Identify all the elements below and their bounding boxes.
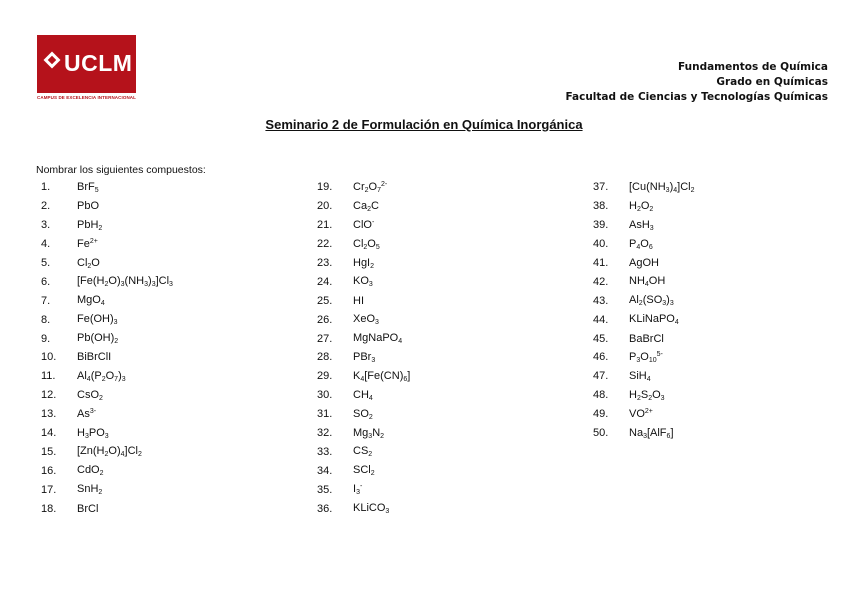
- compound-formula: $K_4[Fe(CN)_6]$: [353, 369, 411, 383]
- compound-number: 44.: [593, 313, 609, 326]
- compound-item: [588, 235, 695, 254]
- compound-formula: $Mg_3N_2$: [353, 426, 385, 440]
- compound-number: 28.: [317, 351, 333, 364]
- compound-formula: $Ca_2C$: [353, 199, 379, 213]
- compound-formula: PbO: [77, 200, 100, 213]
- compound-formula: SiH$_4$: [629, 369, 651, 383]
- compound-number: 23.: [317, 257, 333, 269]
- compound-number: 21.: [317, 219, 333, 232]
- compound-item: [36, 461, 173, 480]
- compound-number: 6.: [41, 275, 51, 288]
- compound-item: [36, 348, 173, 367]
- compound-item: [312, 461, 410, 480]
- compound-formula: $Cr_2O_7^{2-}$: [353, 180, 388, 194]
- compound-formula: PBr$_3$: [353, 350, 376, 364]
- compound-formula: AsH$_3$: [629, 218, 654, 232]
- compound-formula: ClO-: [353, 219, 375, 232]
- compound-item: [312, 367, 410, 386]
- compound-number: 35.: [317, 483, 333, 496]
- compound-item: [36, 272, 173, 291]
- compound-item: [312, 424, 410, 443]
- compound-formula: HI: [353, 294, 364, 307]
- compound-item: [588, 254, 695, 273]
- course-name: Fundamentos de Química: [677, 61, 828, 73]
- compound-formula: MgNaPO$_4$: [353, 332, 403, 346]
- compound-number: 3.: [41, 219, 51, 232]
- diamond-icon: [44, 52, 61, 69]
- compound-number: 31.: [317, 408, 333, 421]
- compound-number: 37.: [593, 181, 609, 194]
- compound-item: [312, 329, 410, 348]
- compound-formula: KLiCO$_3$: [353, 502, 390, 516]
- compound-formula: $H_2O_2$: [629, 199, 654, 213]
- compound-item: [36, 235, 173, 254]
- compound-item: [588, 386, 695, 405]
- compound-number: 17.: [41, 483, 57, 496]
- compound-formula: BrF$_5$: [77, 180, 99, 194]
- compound-item: [588, 291, 695, 310]
- compound-formula: $P_3O_{10}^{5-}$: [629, 350, 663, 364]
- compound-formula: $[Zn(H_2O)_4]Cl_2$: [77, 445, 142, 459]
- compound-number: 38.: [593, 200, 609, 213]
- compound-formula: MgO$_4$: [77, 294, 105, 308]
- compound-formula: HgI$_2$: [353, 256, 375, 270]
- compound-formula: SnH$_2$: [77, 483, 103, 497]
- compound-number: 2.: [41, 200, 51, 213]
- compound-number: 19.: [317, 181, 333, 194]
- compound-number: 1.: [41, 181, 51, 194]
- compound-number: 22.: [317, 238, 333, 251]
- compound-number: 18.: [41, 502, 57, 515]
- compound-number: 12.: [41, 389, 57, 402]
- compound-formula: BiBrClI: [77, 351, 112, 364]
- compound-item: [36, 499, 173, 518]
- compound-number: 42.: [593, 275, 609, 288]
- compound-formula: $Cl_2O$: [77, 256, 100, 270]
- compound-number: 20.: [317, 200, 333, 213]
- compound-item: [36, 424, 173, 443]
- compound-item: [588, 272, 695, 291]
- compound-item: [312, 235, 410, 254]
- compound-item: [588, 405, 695, 424]
- course-header: [565, 60, 828, 105]
- compound-number: 34.: [317, 464, 333, 477]
- compound-formula: $Fe^{2+}$: [77, 238, 98, 251]
- compound-item: [36, 442, 173, 461]
- degree-name: Grado en Químicas: [716, 76, 828, 88]
- compound-formula: $SO_2$: [353, 407, 373, 421]
- compound-item: [312, 442, 410, 461]
- compound-number: 16.: [41, 464, 57, 477]
- compound-number: 50.: [593, 427, 609, 440]
- compound-formula: $VO^{2+}$: [629, 408, 653, 421]
- compound-item: [312, 499, 410, 518]
- compound-item: [588, 367, 695, 386]
- compound-number: 8.: [41, 313, 51, 326]
- compound-number: 24.: [317, 275, 333, 288]
- compound-item: [588, 197, 695, 216]
- compound-formula: $Al_2(SO_3)_3$: [629, 294, 674, 308]
- instruction-text: Nombrar los siguientes compuestos:: [36, 164, 206, 176]
- compound-number: 30.: [317, 389, 333, 402]
- compound-formula: $CH_4$: [353, 388, 373, 402]
- compound-formula: $Na_3[AlF_6]$: [629, 426, 674, 440]
- compound-column-2: [312, 178, 410, 518]
- compound-formula: BaBrCl: [629, 332, 664, 345]
- compound-item: [588, 216, 695, 235]
- compound-item: [36, 254, 173, 273]
- compound-column-1: [36, 178, 173, 518]
- compound-number: 39.: [593, 219, 609, 232]
- logo-badge: [37, 35, 136, 93]
- compound-number: 26.: [317, 313, 333, 326]
- compound-formula: $Fe(OH)_3$: [77, 313, 118, 327]
- compound-number: 33.: [317, 445, 333, 458]
- compound-formula: $NH_4OH$: [629, 275, 666, 289]
- compound-item: [312, 386, 410, 405]
- compound-item: [312, 291, 410, 310]
- compound-formula: CsO$_2$: [77, 388, 103, 402]
- compound-number: 4.: [41, 238, 51, 251]
- compound-number: 25.: [317, 294, 333, 307]
- compound-item: [312, 480, 410, 499]
- compound-formula: $Pb(OH)_2$: [77, 332, 119, 346]
- compound-number: 45.: [593, 332, 609, 345]
- compound-number: 41.: [593, 257, 609, 269]
- compound-formula: $P_4O_6$: [629, 237, 653, 251]
- compound-item: [312, 272, 410, 291]
- compound-formula: $Cl_2O_5$: [353, 237, 380, 251]
- compound-formula: $H_3PO_3$: [77, 426, 109, 440]
- compound-formula: $KO_3$: [353, 275, 373, 289]
- compound-formula: XeO$_3$: [353, 313, 379, 327]
- faculty-name: Facultad de Ciencias y Tecnologías Químicas: [565, 91, 828, 103]
- document-title: Seminario 2 de Formulación en Química Inorgánica: [265, 117, 583, 132]
- compound-formula: SCl$_2$: [353, 464, 375, 478]
- compound-formula: KLiNaPO$_4$: [629, 313, 679, 327]
- compound-number: 32.: [317, 427, 333, 440]
- compound-number: 49.: [593, 408, 609, 421]
- compound-formula: $[Cu(NH_3)_4]Cl_2$: [629, 180, 695, 194]
- compound-number: 29.: [317, 370, 333, 383]
- compound-formula: PbH$_2$: [77, 218, 103, 232]
- compound-formula: $CS_2$: [353, 445, 373, 459]
- compound-item: [312, 178, 410, 197]
- compound-item: [36, 216, 173, 235]
- compound-item: [588, 424, 695, 443]
- compound-number: 15.: [41, 445, 57, 458]
- compound-number: 47.: [593, 370, 609, 383]
- compound-item: [36, 367, 173, 386]
- compound-number: 9.: [41, 332, 51, 345]
- compound-formula: AgOH: [629, 257, 659, 269]
- compound-item: [36, 197, 173, 216]
- compound-formula: $As^{3-}$: [77, 408, 97, 421]
- compound-item: [36, 480, 173, 499]
- compound-number: 36.: [317, 502, 333, 515]
- compound-number: 11.: [41, 370, 56, 383]
- logo-tagline: CAMPUS DE EXCELENCIA INTERNACIONAL: [37, 95, 136, 100]
- compound-item: [588, 329, 695, 348]
- compound-item: [36, 405, 173, 424]
- compound-number: 46.: [593, 351, 609, 364]
- compound-item: [588, 310, 695, 329]
- compound-number: 43.: [593, 294, 609, 307]
- compound-formula: $I_3^-$: [353, 483, 363, 497]
- compound-item: [36, 291, 173, 310]
- compound-formula: CdO$_2$: [77, 464, 104, 478]
- compound-number: 27.: [317, 332, 333, 345]
- compound-item: [312, 216, 410, 235]
- compound-item: [312, 254, 410, 273]
- compound-number: 13.: [41, 408, 57, 421]
- compound-item: [312, 348, 410, 367]
- compound-item: [36, 386, 173, 405]
- compound-number: 48.: [593, 389, 609, 402]
- compound-formula: $[Fe(H_2O)_3(NH_3)_3]Cl_3$: [77, 275, 173, 289]
- compound-formula: BrCl: [77, 502, 99, 515]
- compound-number: 14.: [41, 427, 57, 440]
- compound-column-3: [588, 178, 695, 442]
- compound-item: [312, 310, 410, 329]
- compound-item: [36, 310, 173, 329]
- logo-text: UCLM: [64, 50, 133, 76]
- compound-item: [312, 197, 410, 216]
- compound-formula: $H_2S_2O_3$: [629, 388, 665, 402]
- compound-number: 40.: [593, 238, 609, 251]
- compound-item: [36, 178, 173, 197]
- compound-number: 5.: [41, 257, 51, 269]
- compound-number: 7.: [41, 294, 51, 307]
- compound-item: [588, 178, 695, 197]
- compound-item: [588, 348, 695, 367]
- compound-number: 10.: [41, 351, 57, 364]
- compound-formula: $Al_4(P_2O_7)_3$: [77, 369, 126, 383]
- compound-item: [312, 405, 410, 424]
- uclm-logo: [37, 35, 136, 103]
- compound-item: [36, 329, 173, 348]
